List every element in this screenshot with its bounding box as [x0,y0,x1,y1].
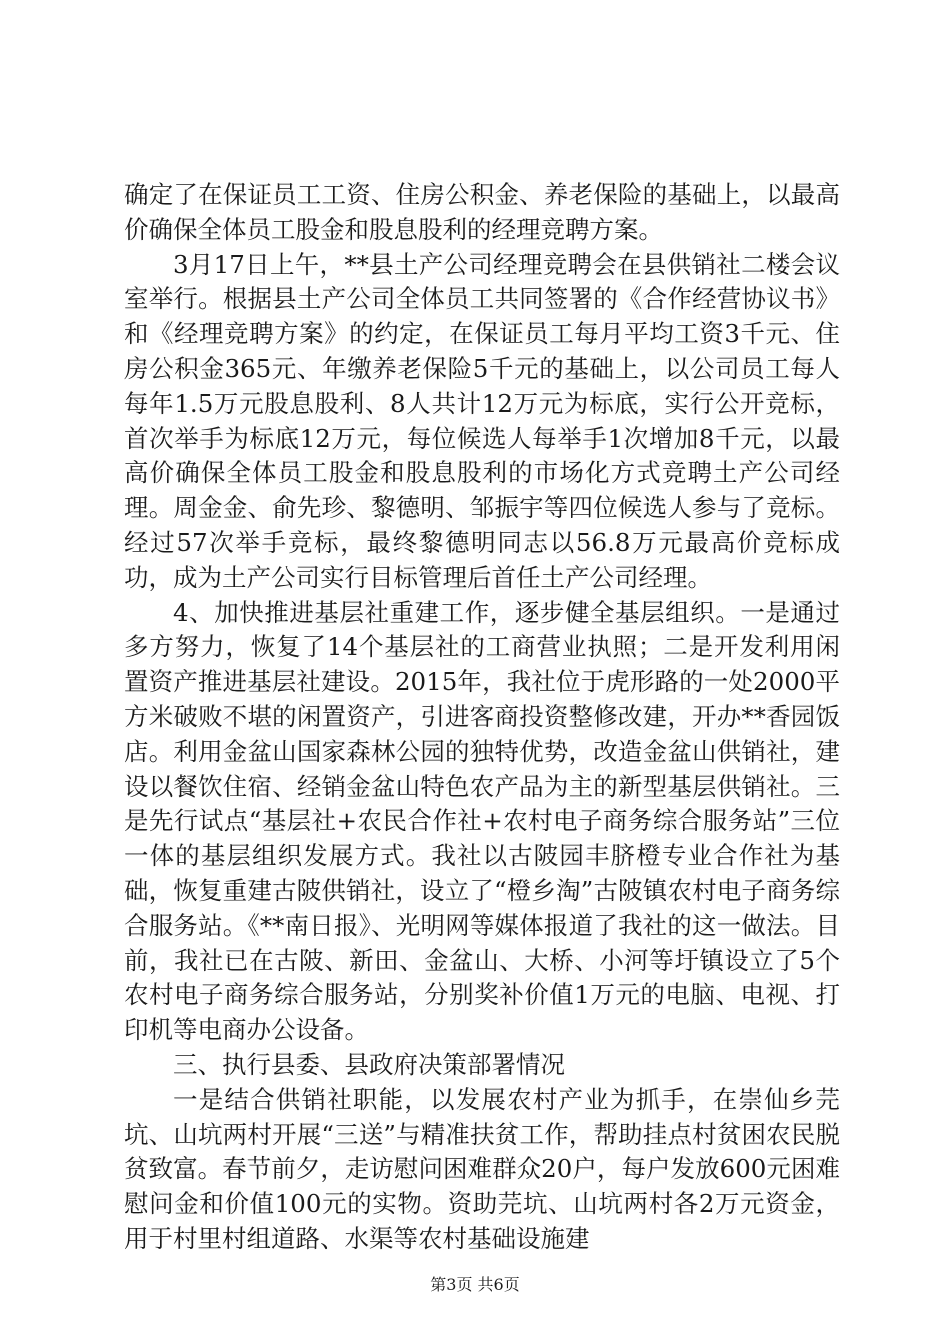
paragraph-continuation: 确定了在保证员工工资、住房公积金、养老保险的基础上，以最高价确保全体员工股金和股息股利的经理竞聘方案。 [124,180,840,244]
paragraph-poverty-relief: 一是结合供销社职能，以发展农村产业为抓手，在崇仙乡芫坑、山坑两村开展“三送”与精准扶贫工作，帮助挂点村贫困农民脱贫致富。春节前夕，走访慰问困难群众20户，每户发放600元困难慰问金和价值100元的实物。资助芫坑、山坑两村各2万元资金，用于村里村组道路、水渠等农村基础设施建 [124,1084,840,1253]
paragraph-manager-bidding: 3月17日上午，**县土产公司经理竞聘会在县供销社二楼会议室举行。根据县土产公司全体员工共同签署的《合作经营协议书》和《经理竞聘方案》的约定，在保证员工每月平均工资3千元、住房公积金365元、年缴养老保险5千元的基础上，以公司员工每人每年1.5万元股息股利、8人共计12万元为标底，实行公开竞标，首次举手为标底12万元，每位候选人每举手1次增加8千元，以最高价确保全体员工股金和股息股利的市场化方式竞聘土产公司经理。周金金、俞先珍、黎德明、邹振宇等四位候选人参与了竞标。经过57次举手竞标，最终黎德明同志以56.8万元最高价竞标成功，成为土产公司实行目标管理后首任土产公司经理。 [124,249,840,592]
document-body [124,178,840,1257]
paragraph-grassroots-rebuild: 4、加快推进基层社重建工作，逐步健全基层组织。一是通过多方努力，恢复了14个基层社的工商营业执照；二是开发利用闲置资产推进基层社建设。2015年，我社位于虎形路的一处2000平方米破败不堪的闲置资产，引进客商投资整修改建，开办**香园饭店。利用金盆山国家森林公园的独特优势，改造金盆山供销社，建设以餐饮住宿、经销金盆山特色农产品为主的新型基层供销社。三是先行试点“基层社+农民合作社+农村电子商务综合服务站”三位一体的基层组织发展方式。我社以古陂园丰脐橙专业合作社为基础，恢复重建古陂供销社，设立了“橙乡淘”古陂镇农村电子商务综合服务站。《**南日报》、光明网等媒体报道了我社的这一做法。目前，我社已在古陂、新田、金盆山、大桥、小河等圩镇设立了5个农村电子商务综合服务站，分别奖补价值1万元的电脑、电视、打印机等电商办公设备。 [124,597,840,1045]
section-heading: 三、执行县委、县政府决策部署情况 [173,1049,565,1079]
page-footer: 第3页 共6页 [430,1275,520,1294]
